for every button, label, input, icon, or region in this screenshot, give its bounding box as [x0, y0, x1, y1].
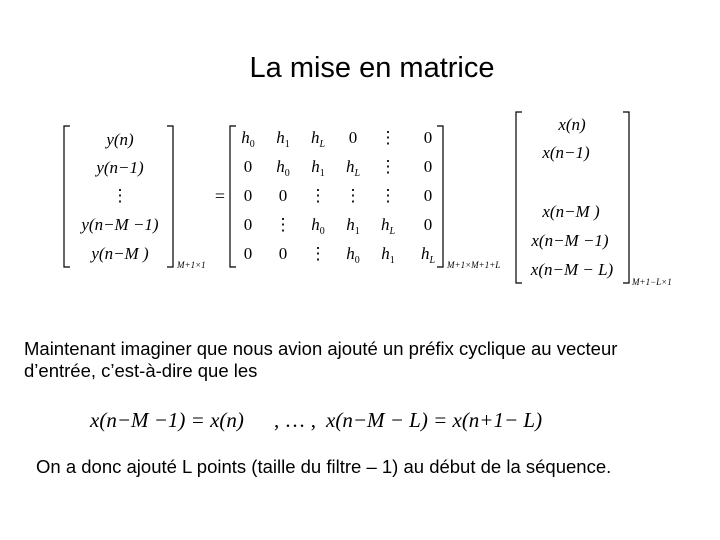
matrix-cell: ⋮: [379, 186, 397, 205]
matrix-cell: $h_1$: [311, 157, 325, 179]
matrix-cell: 0: [243, 244, 253, 263]
filter-matrix: [241, 128, 435, 266]
matrix-cell: ⋮: [309, 186, 327, 205]
input-left-bracket: [516, 112, 522, 283]
matrix-cell: 0: [278, 244, 288, 263]
prefix-relation-last: x(n−M − L) = x(n+1− L): [326, 408, 543, 432]
matrix-cell: $h_0$: [311, 215, 325, 237]
matrix-cell: $h_0$: [346, 244, 360, 266]
matrix-cell: ⋮: [274, 215, 292, 234]
conclusion-text: On a donc ajouté L points (taille du filtre – 1) au début de la séquence.: [36, 456, 612, 477]
input-right-bracket: [623, 112, 629, 283]
matrix-cell: ⋮: [344, 186, 362, 205]
output-dimension: M+1×1: [177, 260, 206, 270]
input-entry: x(n−M − L): [530, 260, 614, 279]
prefix-relation-separator: , … ,: [274, 408, 316, 432]
output-entry: y(n−1): [96, 158, 144, 177]
matrix-cell: $h_1$: [276, 128, 290, 150]
matrix-cell: 0: [423, 186, 433, 205]
matrix-cell: 0: [278, 186, 288, 205]
matrix-cell: 0: [243, 157, 253, 176]
matrix-cell: $h_1$: [381, 244, 395, 266]
matrix-cell: $h_0$: [276, 157, 290, 179]
output-left-bracket: [64, 126, 70, 267]
matrix-cell: 0: [423, 157, 433, 176]
input-entry: x(n−M ): [542, 202, 600, 221]
output-entry: y(n): [106, 130, 134, 149]
matrix-cell: $h_L$: [310, 128, 326, 150]
matrix-cell: $h_0$: [241, 128, 255, 150]
input-entry: x(n−1): [542, 143, 590, 162]
matrix-cell: 0: [243, 186, 253, 205]
output-entry: ⋮: [111, 186, 129, 205]
matrix-cell: $h_L$: [420, 244, 436, 266]
matrix-dimension: M+1×M+1+L: [447, 260, 501, 270]
matrix-cell: $h_L$: [345, 157, 361, 179]
matrix-cell: $h_L$: [380, 215, 396, 237]
matrix-cell: 0: [423, 215, 433, 234]
matrix-cell: ⋮: [379, 157, 397, 176]
prefix-relation-first: x(n−M −1) = x(n): [90, 408, 244, 432]
slide-title: La mise en matrice: [249, 52, 495, 84]
matrix-cell: 0: [423, 128, 433, 147]
input-dimension: M+1−L×1: [632, 277, 672, 287]
output-right-bracket: [167, 126, 173, 267]
input-entry: x(n): [558, 115, 586, 134]
matrix-cell: ⋮: [379, 128, 397, 147]
matrix-cell: 0: [348, 128, 358, 147]
matrix-right-bracket: [437, 126, 443, 267]
output-entry: y(n−M ): [91, 244, 149, 263]
matrix-cell: ⋮: [309, 244, 327, 263]
matrix-left-bracket: [230, 126, 236, 267]
matrix-cell: $h_1$: [346, 215, 360, 237]
input-entry: x(n−M −1): [531, 231, 609, 250]
body-paragraph: Maintenant imaginer que nous avion ajouté un préfix cyclique au vecteur d’entrée, c’est-à-dire que les: [24, 338, 618, 381]
output-entry: y(n−M −1): [81, 215, 159, 234]
matrix-cell: 0: [243, 215, 253, 234]
equals-sign: =: [214, 186, 226, 206]
